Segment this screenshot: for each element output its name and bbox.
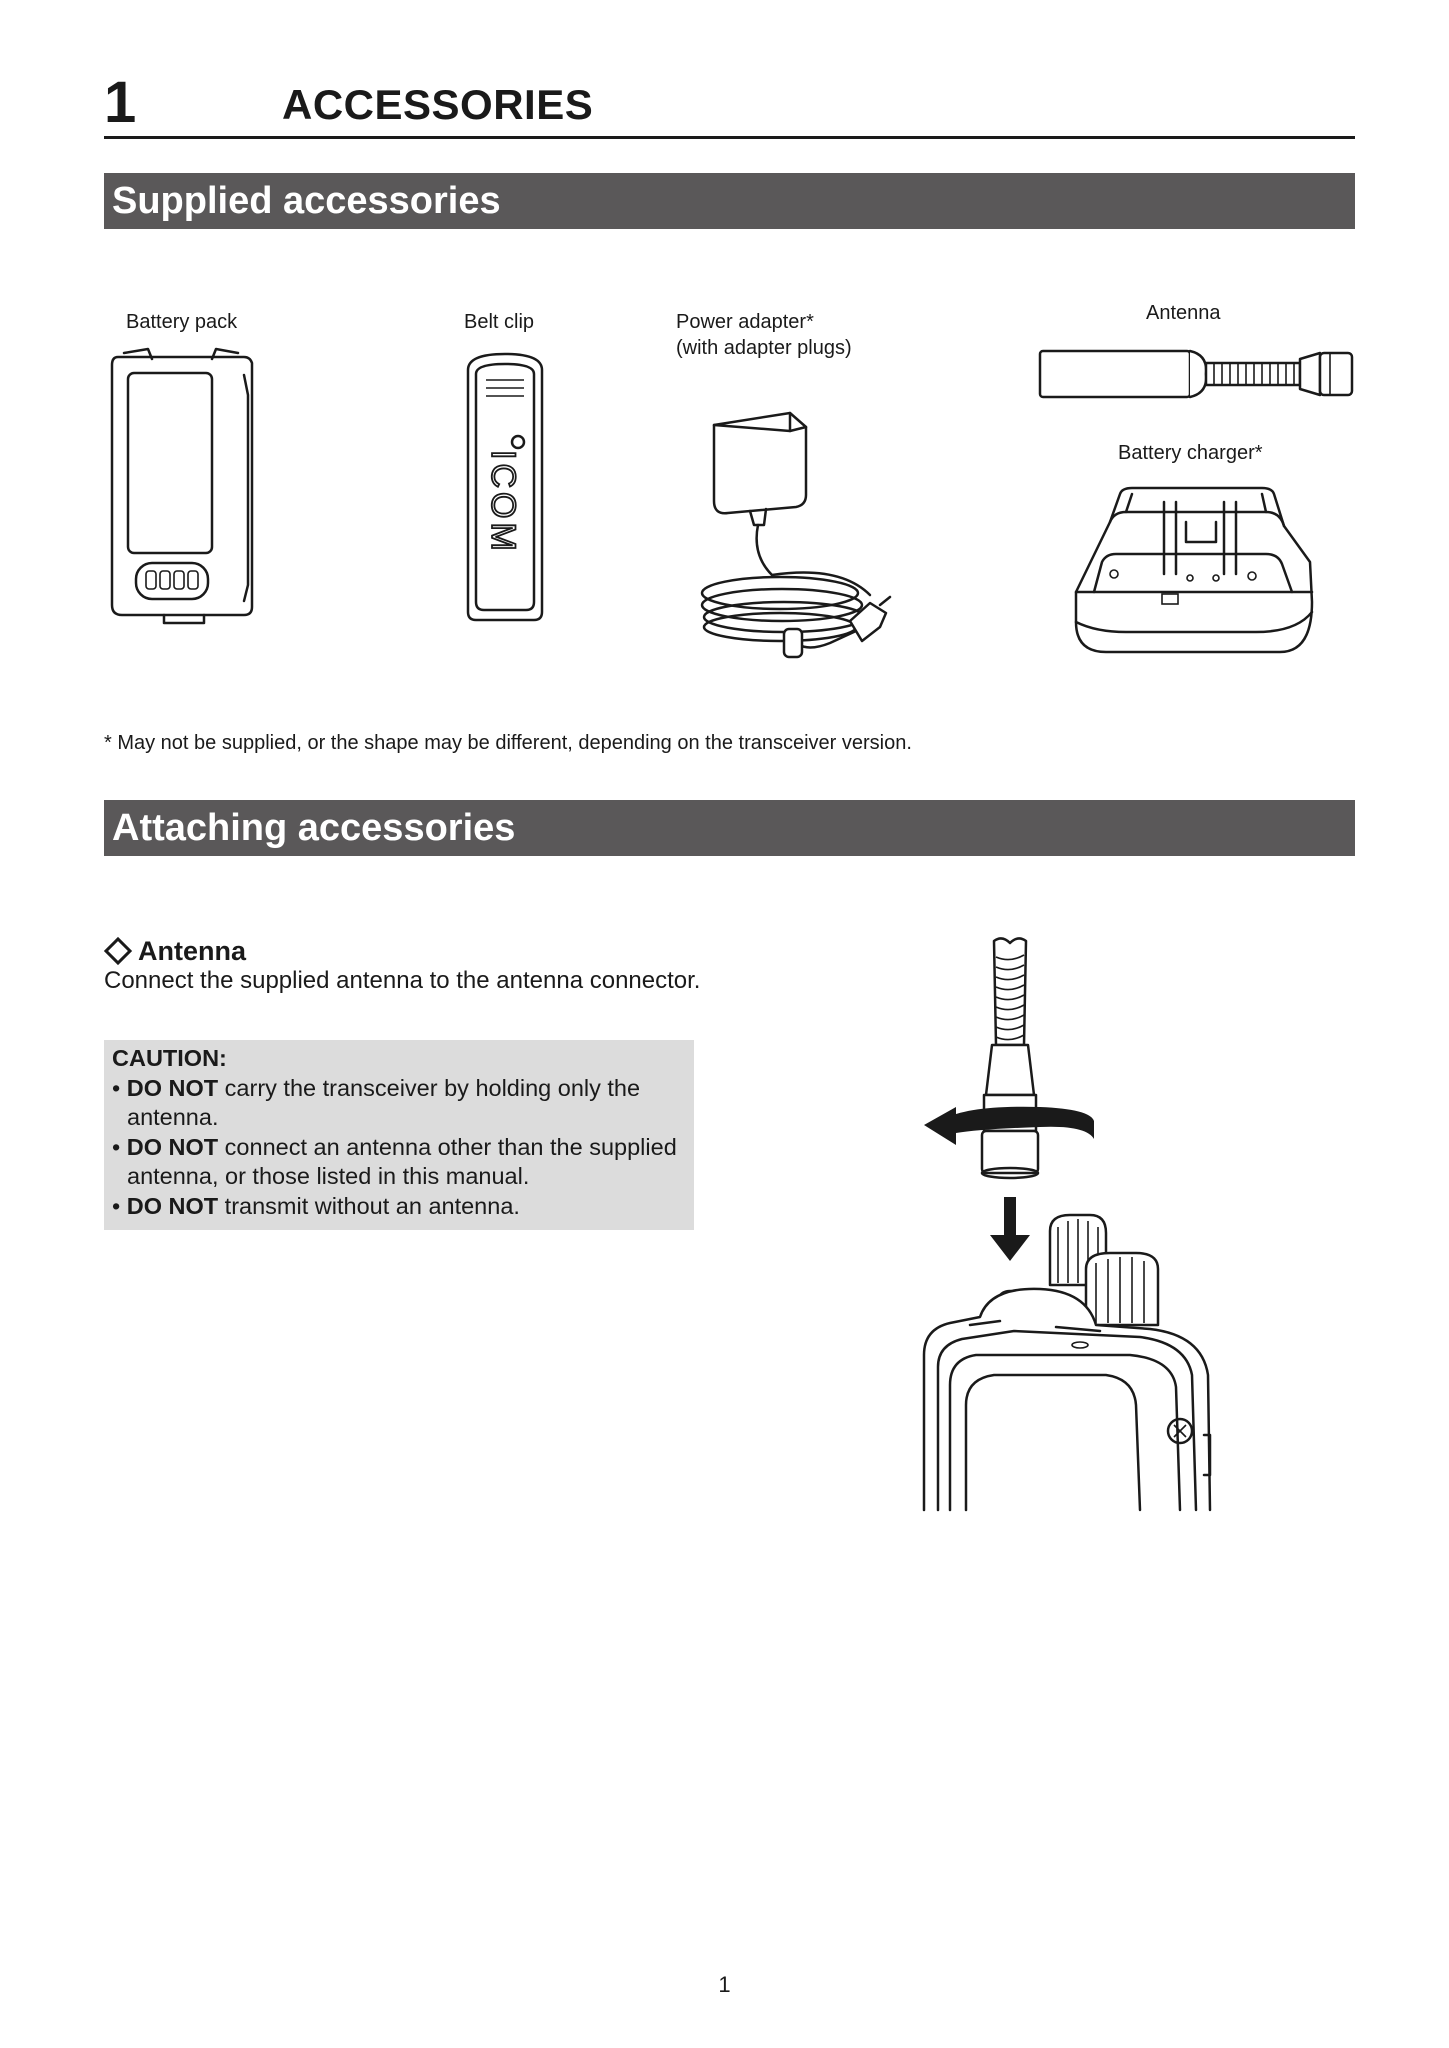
- caution-item: • DO NOT carry the transceiver by holding only the antenna.: [112, 1074, 641, 1130]
- caution-item: • DO NOT connect an antenna other than the supplied antenna, or those listed in this manual.: [112, 1133, 677, 1189]
- battery-pack-illustration: [104, 345, 264, 635]
- label-battery-charger: Battery charger*: [1118, 442, 1263, 464]
- label-antenna: Antenna: [1146, 302, 1221, 324]
- power-adapter-illustration: [690, 405, 910, 660]
- caution-box: [104, 1040, 694, 1230]
- caution-item-bold: DO NOT: [126, 1074, 219, 1101]
- antenna-instructions: Connect the supplied antenna to the antenna connector.: [104, 967, 701, 994]
- chapter-title: ACCESSORIES: [282, 81, 594, 128]
- label-battery-pack: Battery pack: [126, 311, 238, 333]
- section-heading-attaching: Attaching accessories: [104, 800, 1355, 856]
- label-power-adapter-line2: (with adapter plugs): [676, 337, 852, 359]
- caution-item-bold: DO NOT: [126, 1133, 219, 1160]
- caution-item-text: connect an antenna other than the supplied antenna, or those listed in this manual.: [127, 1133, 677, 1189]
- diamond-icon: [104, 937, 132, 965]
- battery-charger-illustration: [1066, 482, 1316, 662]
- antenna-subheading-text: Antenna: [138, 936, 246, 966]
- caution-item-text: carry the transceiver by holding only the antenna.: [127, 1074, 641, 1130]
- footnote: * May not be supplied, or the shape may be different, depending on the transceiver version.: [104, 732, 912, 754]
- label-power-adapter-line1: Power adapter*: [676, 311, 814, 333]
- label-belt-clip: Belt clip: [464, 311, 535, 333]
- belt-clip-logo: ICOM: [484, 450, 522, 555]
- label-power-adapter: [676, 309, 852, 361]
- caution-title: CAUTION:: [112, 1045, 227, 1071]
- belt-clip-illustration: [460, 350, 550, 625]
- antenna-attach-illustration: [910, 935, 1230, 1510]
- chapter-number: 1: [104, 70, 137, 135]
- page-number: 1: [718, 1972, 731, 1997]
- antenna-illustration: [1038, 345, 1358, 405]
- chapter-rule: [104, 136, 1355, 139]
- caution-item: • DO NOT transmit without an antenna.: [112, 1192, 520, 1219]
- caution-item-bold: DO NOT: [126, 1192, 219, 1219]
- caution-item-text: transmit without an antenna.: [218, 1192, 520, 1219]
- section-heading-supplied: Supplied accessories: [104, 173, 1355, 229]
- antenna-subheading: [104, 935, 246, 967]
